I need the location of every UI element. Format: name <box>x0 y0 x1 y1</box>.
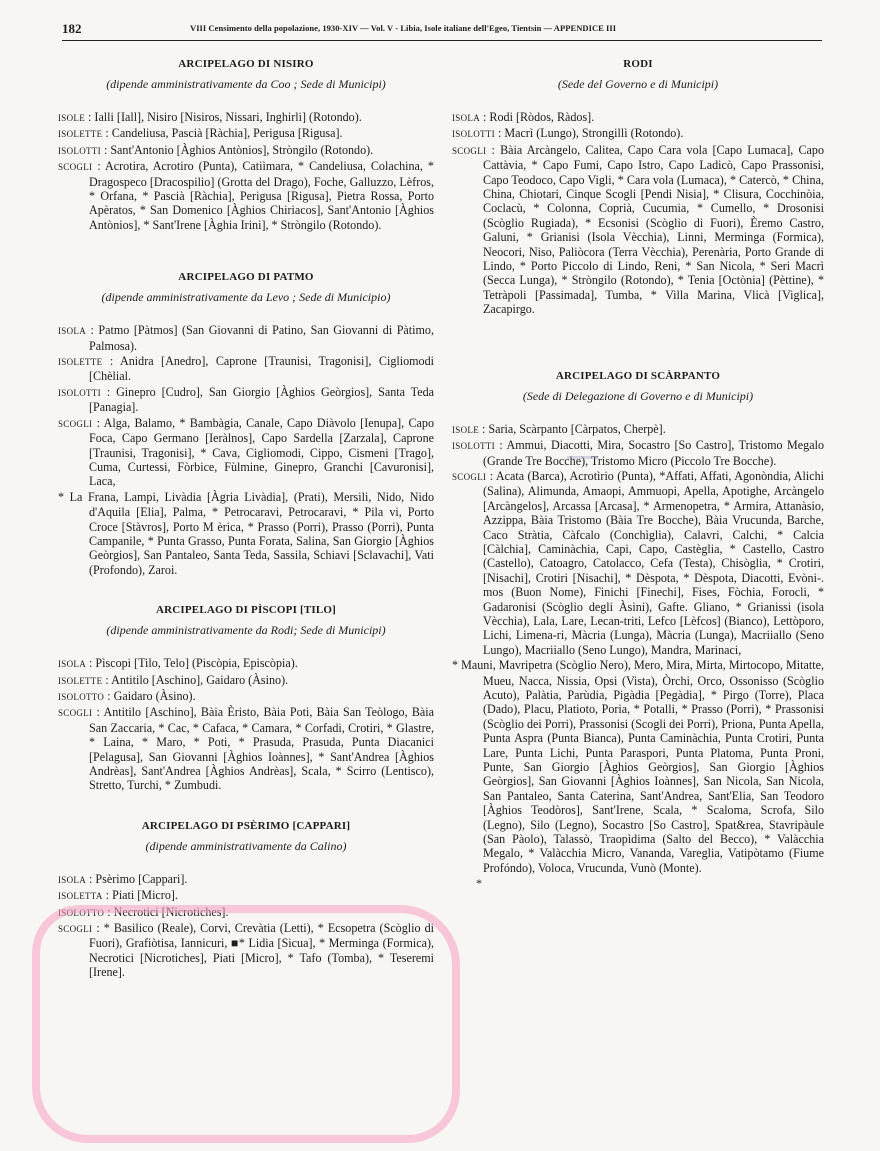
left-column <box>58 58 434 981</box>
section-patmo <box>58 271 434 577</box>
list-item <box>58 126 434 141</box>
entry-text: : Anidra [Anedro], Caprone [Traunisi, Tragonisi], Cigliomodi [Chèlial. <box>89 354 434 384</box>
entry-term: ISOLOTTO <box>58 691 105 702</box>
list-item <box>58 143 434 158</box>
entry-term: ISOLETTE <box>58 357 103 368</box>
entry-text: * La Frana, Lampi, Livàdia [Àgria Livàdia], (Prati), Mersili, Nido, Nido d'Aquila [Elia], Palma, * Petrocaravi, Petrocaravi, * Pila vi, Porto Croce [Stàvros], Porto M èrica, * Prasso (Porri), Prasso (Porri), Punta Campanile, * Punta Grasso, Punta Forata, Salina, San Giorgio [Àghios Geòrgios], San Pantaleo, Santa Teda, Sassila, Schiavi [Sclavachi], Vati (Profondo), Zaroi. <box>58 489 434 577</box>
page-number: 182 <box>62 21 82 36</box>
entry-text: : Alga, Balamo, * Bambàgia, Canale, Capo Diàvolo [Ienupa], Capo Foca, Capo Germano [Ieràlnos], Capo Sardella [Zarzala], Caprone [Traunisi, Tragonisi], * Cava, Cigliomodi, Cippo, Cismeni [Trago], Cuma, Curtessi, Fòrbice, Fùlmine, Ginepro, Granchi [Cavuronisi], Laca, <box>89 415 434 489</box>
list-item <box>58 673 434 688</box>
entry-term: SCOGLI <box>452 471 487 482</box>
entry-term: SCOGLI <box>452 145 487 156</box>
section-title: ARCIPELAGO DI NISIRO <box>178 58 314 70</box>
entry-text: : Macrì (Lungo), Strongillì (Rotondo). <box>497 126 684 141</box>
entry-text: : Psèrimo [Cappari]. <box>89 871 188 886</box>
section-subtitle: (dipende amministrativamente da Coo ; Sede di Municipi) <box>106 77 386 91</box>
spacer <box>452 318 824 370</box>
entry-text: : Piati [Micro]. <box>105 888 178 903</box>
entry-text: : Acrotira, Acrotiro (Punta), Catiìmara, * Candeliusa, Colachina, * Dragospeco [Dracospilio] (Grotta del Drago), Foche, Galluzzo, Lèfros, * Orfana, * Pascià [Ràchia], Perigusa [Rigusa], Pietra Rossa, Porto Apèratos, * San Domenico [Àghios Chiriacos], Sant'Antonio [Àghios Antònios], * Sant'Irene [Àghia Irini], * Stròngilo (Rotondo). <box>89 159 434 232</box>
entry-text: : Ialli [Iall], Nisiro [Nisiros, Nissari, Inghirli] (Rotondo). <box>88 110 362 124</box>
entry-text: : Patmo [Pàtmos] (San Giovanni di Patino, San Giovanni di Pàtimo, Palmosa). <box>89 323 434 353</box>
entry-term: ISOLOTTI <box>58 387 101 398</box>
entry-text: : Antitilo [Aschino], Gaidaro (Àsino). <box>105 672 289 687</box>
section-title: ARCIPELAGO DI PSÈRIMO [CAPPARI] <box>141 819 351 832</box>
list-item <box>452 438 824 468</box>
entry-text: : Candeliusa, Pascià [Ràchia], Perigusa [Rigusa]. <box>105 126 343 141</box>
page-header <box>62 18 822 41</box>
running-title: VIII Censimento della popolazione, 1930-XIV — Vol. V - Libia, Isole italiane dell'Egeo, Tientsin — APPENDICE III <box>190 23 617 33</box>
list-item <box>452 143 824 317</box>
list-item <box>452 658 824 875</box>
entry-term: ISOLA <box>58 326 86 337</box>
entry-term: ISOLE <box>58 113 85 123</box>
list-item <box>58 689 434 704</box>
entry-text: : * Basilico (Reale), Corvi, Crevàtia (Letti), * Ecsopetra (Scòglio di Fuori), Grafiòtisa, Iannicuri, ■* Lidia [Sicua], * Merminga (Formica), Necrotici [Nicrotiches], Piati [Micro], * Tafo (Tomba), * Teseremi [Irene]. <box>89 921 434 980</box>
entry-term: ISOLETTE <box>58 129 103 140</box>
spacer <box>58 233 434 271</box>
entry-text: : Rodi [Ròdos, Ràdos]. <box>483 110 595 124</box>
entry-term: ISOLETTA <box>58 891 103 902</box>
list-item <box>58 490 434 577</box>
section-nisiro <box>58 58 434 232</box>
entry-term: ISOLOTTI <box>452 441 495 452</box>
section-title: ARCIPELAGO DI PÌSCOPI [TILO] <box>155 604 337 617</box>
section-pserimo <box>58 820 434 980</box>
entry-term: ISOLA <box>58 659 86 670</box>
section-title: ARCIPELAGO DI SCÀRPANTO <box>555 369 721 382</box>
list-item <box>58 905 434 920</box>
entry-text: : Gaidaro (Àsino). <box>107 688 196 703</box>
list-item <box>58 888 434 903</box>
section-title: ARCIPELAGO DI PATMO <box>178 271 314 284</box>
section-subtitle: (dipende amministrativamente da Rodi; Sede di Municipi) <box>106 623 386 638</box>
spacer <box>58 578 434 604</box>
entry-term: ISOLETTE <box>58 675 103 686</box>
entry-term: SCOGLI <box>58 924 93 935</box>
trailing-asterisk: * <box>476 876 482 891</box>
section-subtitle: (dipende amministrativamente da Levo ; Sede di Municipio) <box>101 290 391 305</box>
list-item <box>58 323 434 353</box>
list-item <box>452 422 824 437</box>
list-item <box>452 110 824 125</box>
list-item <box>58 385 434 415</box>
section-scarpanto <box>452 370 824 892</box>
section-piscopi <box>58 604 434 793</box>
entry-text: : Sant'Antonio [Àghios Antònios], Stròngilo (Rotondo). <box>103 142 374 157</box>
list-item <box>452 469 824 657</box>
list-item <box>58 656 434 671</box>
entry-term: SCOGLI <box>58 418 93 429</box>
list-item <box>58 872 434 887</box>
list-item <box>58 705 434 792</box>
list-item <box>58 416 434 489</box>
entry-term: SCOGLI <box>58 162 93 173</box>
entry-text: : Saria, Scàrpanto [Càrpatos, Cherpè]. <box>482 421 666 436</box>
entry-text: : Bàia Arcàngelo, Calitea, Capo Cara vola [Capo Lumaca], Capo Cattàvia, * Capo Fumi, Capo Istro, Capo Ladicò, Capo Prassonisi, Capo Teodoco, Capo Vigli, * Cara vola (Lumaca), * Catercò, * China, China, Chiotari, Cinque Scogli [Pendi Nisia], * Clisura, Cocchinòia, Coclacù, * Colonna, Coprià, Cucumia, * Cumello, * Drosonisi (Scòglio Rugiada), * Ecsonisi (Scòglio di Fuori), Èremo Castro, Galuni, * Grianisi (Isola Vècchia), Linni, Merminga (Formica), Neocori, Niso, Paliòcora (Terra Vècchia), Perenària, Porto Grande di Lindo, * Porto Piccolo di Lindo, Reni, * San Nicola, * Seri Macrì (Secca Lunga), * Stròngilo (Rotondo), * Tenia [Octònia] (Pèttine), * Tetràpoli [Passimada], Tumba, * Villa Marina, Vlicà [Viglica], Zacapirgo. <box>483 142 824 317</box>
entry-term: ISOLOTTO <box>58 907 105 918</box>
section-title: RODI <box>623 58 653 70</box>
section-rodi <box>452 58 824 317</box>
spacer <box>58 794 434 820</box>
section-subtitle: (Sede di Delegazione di Governo e di Municipi) <box>522 388 754 403</box>
entry-text: : Ginepro [Cudro], San Giorgio [Àghios Geòrgios], Santa Teda [Panagia]. <box>89 384 434 415</box>
entry-text: * Mauni, Mavripetra (Scòglio Nero), Mero, Mira, Mirta, Mirtocopo, Mitatte, Mueu, Nacca, Nissia, Opsi (Vista), Òrchi, Orco, Ossonisso (Scòglio Acuto), Palàtia, Parùdia, Pigàdia [Pegàdia], * Pirgo (Torre), Placa (Dado), Placu, Platioto, Poria, * Potalli, * Prasso (Porri), * Prassonisi (Scòglio dei Porri), Prassonisi (Scogli dei Porri), Priona, Punta Apella, Punta Aspra (Punta Bianca), Punta Caminàchia, Punta Crotiri, Punta Lare, Punta Lichi, Punta Paraspori, Punta Platoma, Punta Proni, Punte, San Giorgio [Àghios Geòrgios], San Giorgio [Àghios Geòrgios], San Giovanni [Àghios Ioànnes], San Nicola, San Nicola, San Pantaleo, Santa Caterina, Sant'Andrea, Sant'Elia, San Teodoro [Àghios Teodòros], Sant'Irene, Scala, * Scaloma, Scrofa, Silo (Legno), Silo (Legno), Socastro [So Castro], Spat&rea, Stavripàule (San Pàolo), Talassò, Traopìdima (Salto del Becco), * Valàcchia Megalo, * Valàcchia Micro, Vananda, Vareglia, Vatipòtamo (Fiume Profóndo), Voloca, Vrucunda, Vunò (Monte). <box>452 658 824 875</box>
entry-term: SCOGLI <box>58 708 93 719</box>
entry-text: : Acata (Barca), Acrotìrio (Punta), *Affati, Affati, Agonòndia, Alichi (Salina), Alimunda, Amaopi, Ammuopi, Apella, Apotighe, Arcàngelo [Arcàngelos], Arcassa [Arcasa], * Armenopetra, * Armira, Attanàsio, Azzippa, Bàia Tristomo (Bàia Tre Bocche), Bàia Vrucunda, Barche, Caco Stràtia, Càfcalo (Conchìglia), Calavri, Calchi, * Calcia [Càlchia], Caminàchia, Capi, Capo, Castèglia, * Castello, Castro (Castello), Catoagro, Catolacco, Cefa (Testa), Chisòglia, * Crotiri, [Nisachi], Crotiri [Nisachi], * Dèspota, * Dèspota, Diacotti, Evòni-. mos (Buon Nome), Finichi [Finechi], Fises, Fòchia, Forocli, * Gadaronisi (Scòglio degli Àsini), Gafte. Gliano, * Grianissi (isola Vècchia), Lala, Lare, Lecan-triti, Lefco [Lèfcos] (Bianco), Lettòporo, Lichi, Limena-ri, Màcria (Lunga), Màcria (Lunga), Macriiallo (Seno Lungo), Macriiallo (Seno Lungo), Mandra, Marinaci, <box>483 468 824 657</box>
entry-term: ISOLOTTI <box>58 145 101 156</box>
list-item <box>58 159 434 232</box>
entry-text: : Pìscopi [Tilo, Telo] (Piscòpia, Episcòpia). <box>89 656 298 671</box>
list-item <box>58 921 434 980</box>
entry-term: ISOLE <box>452 424 479 435</box>
section-subtitle: (Sede del Governo e di Municipi) <box>557 77 719 91</box>
entry-term: ISOLOTTI <box>452 129 495 140</box>
scan-artifact <box>567 456 597 459</box>
entry-term: ISOLA <box>58 874 86 885</box>
list-item <box>58 110 434 125</box>
section-subtitle: (dipende amministrativamente da Calino) <box>145 838 347 853</box>
entry-text: : Necrotici [Nicrotiches]. <box>107 904 229 919</box>
right-column <box>452 58 824 891</box>
entry-term: ISOLA <box>452 113 480 123</box>
entry-text: : Ammui, Diacotti, Mira, Socastro [So Castro], Tristomo Megalo (Grande Tre Bocche), Tristomo Micro (Piccolo Tre Bocche). <box>483 438 824 468</box>
list-item <box>452 126 824 141</box>
list-item <box>58 354 434 384</box>
entry-text: : Antitilo [Aschino], Bàia Èristo, Bàia Poti, Bàia San Teòlogo, Bàia San Zaccaria, * Cac, * Cafaca, * Camara, * Corfadi, Crotiri, * Glastre, * Laina, * Maro, * Poti, * Prasuda, Prasuda, Punta Diacanici [Pelagusa], San Giovanni [Àghios Ioànnes], * Sant'Andrea [Àghios Andrèas], Sant'Andrea [Àghios Andrèas], Scala, * Scirro (Lentisco), Stretto, Turchi, * Zumbudi. <box>89 705 434 793</box>
